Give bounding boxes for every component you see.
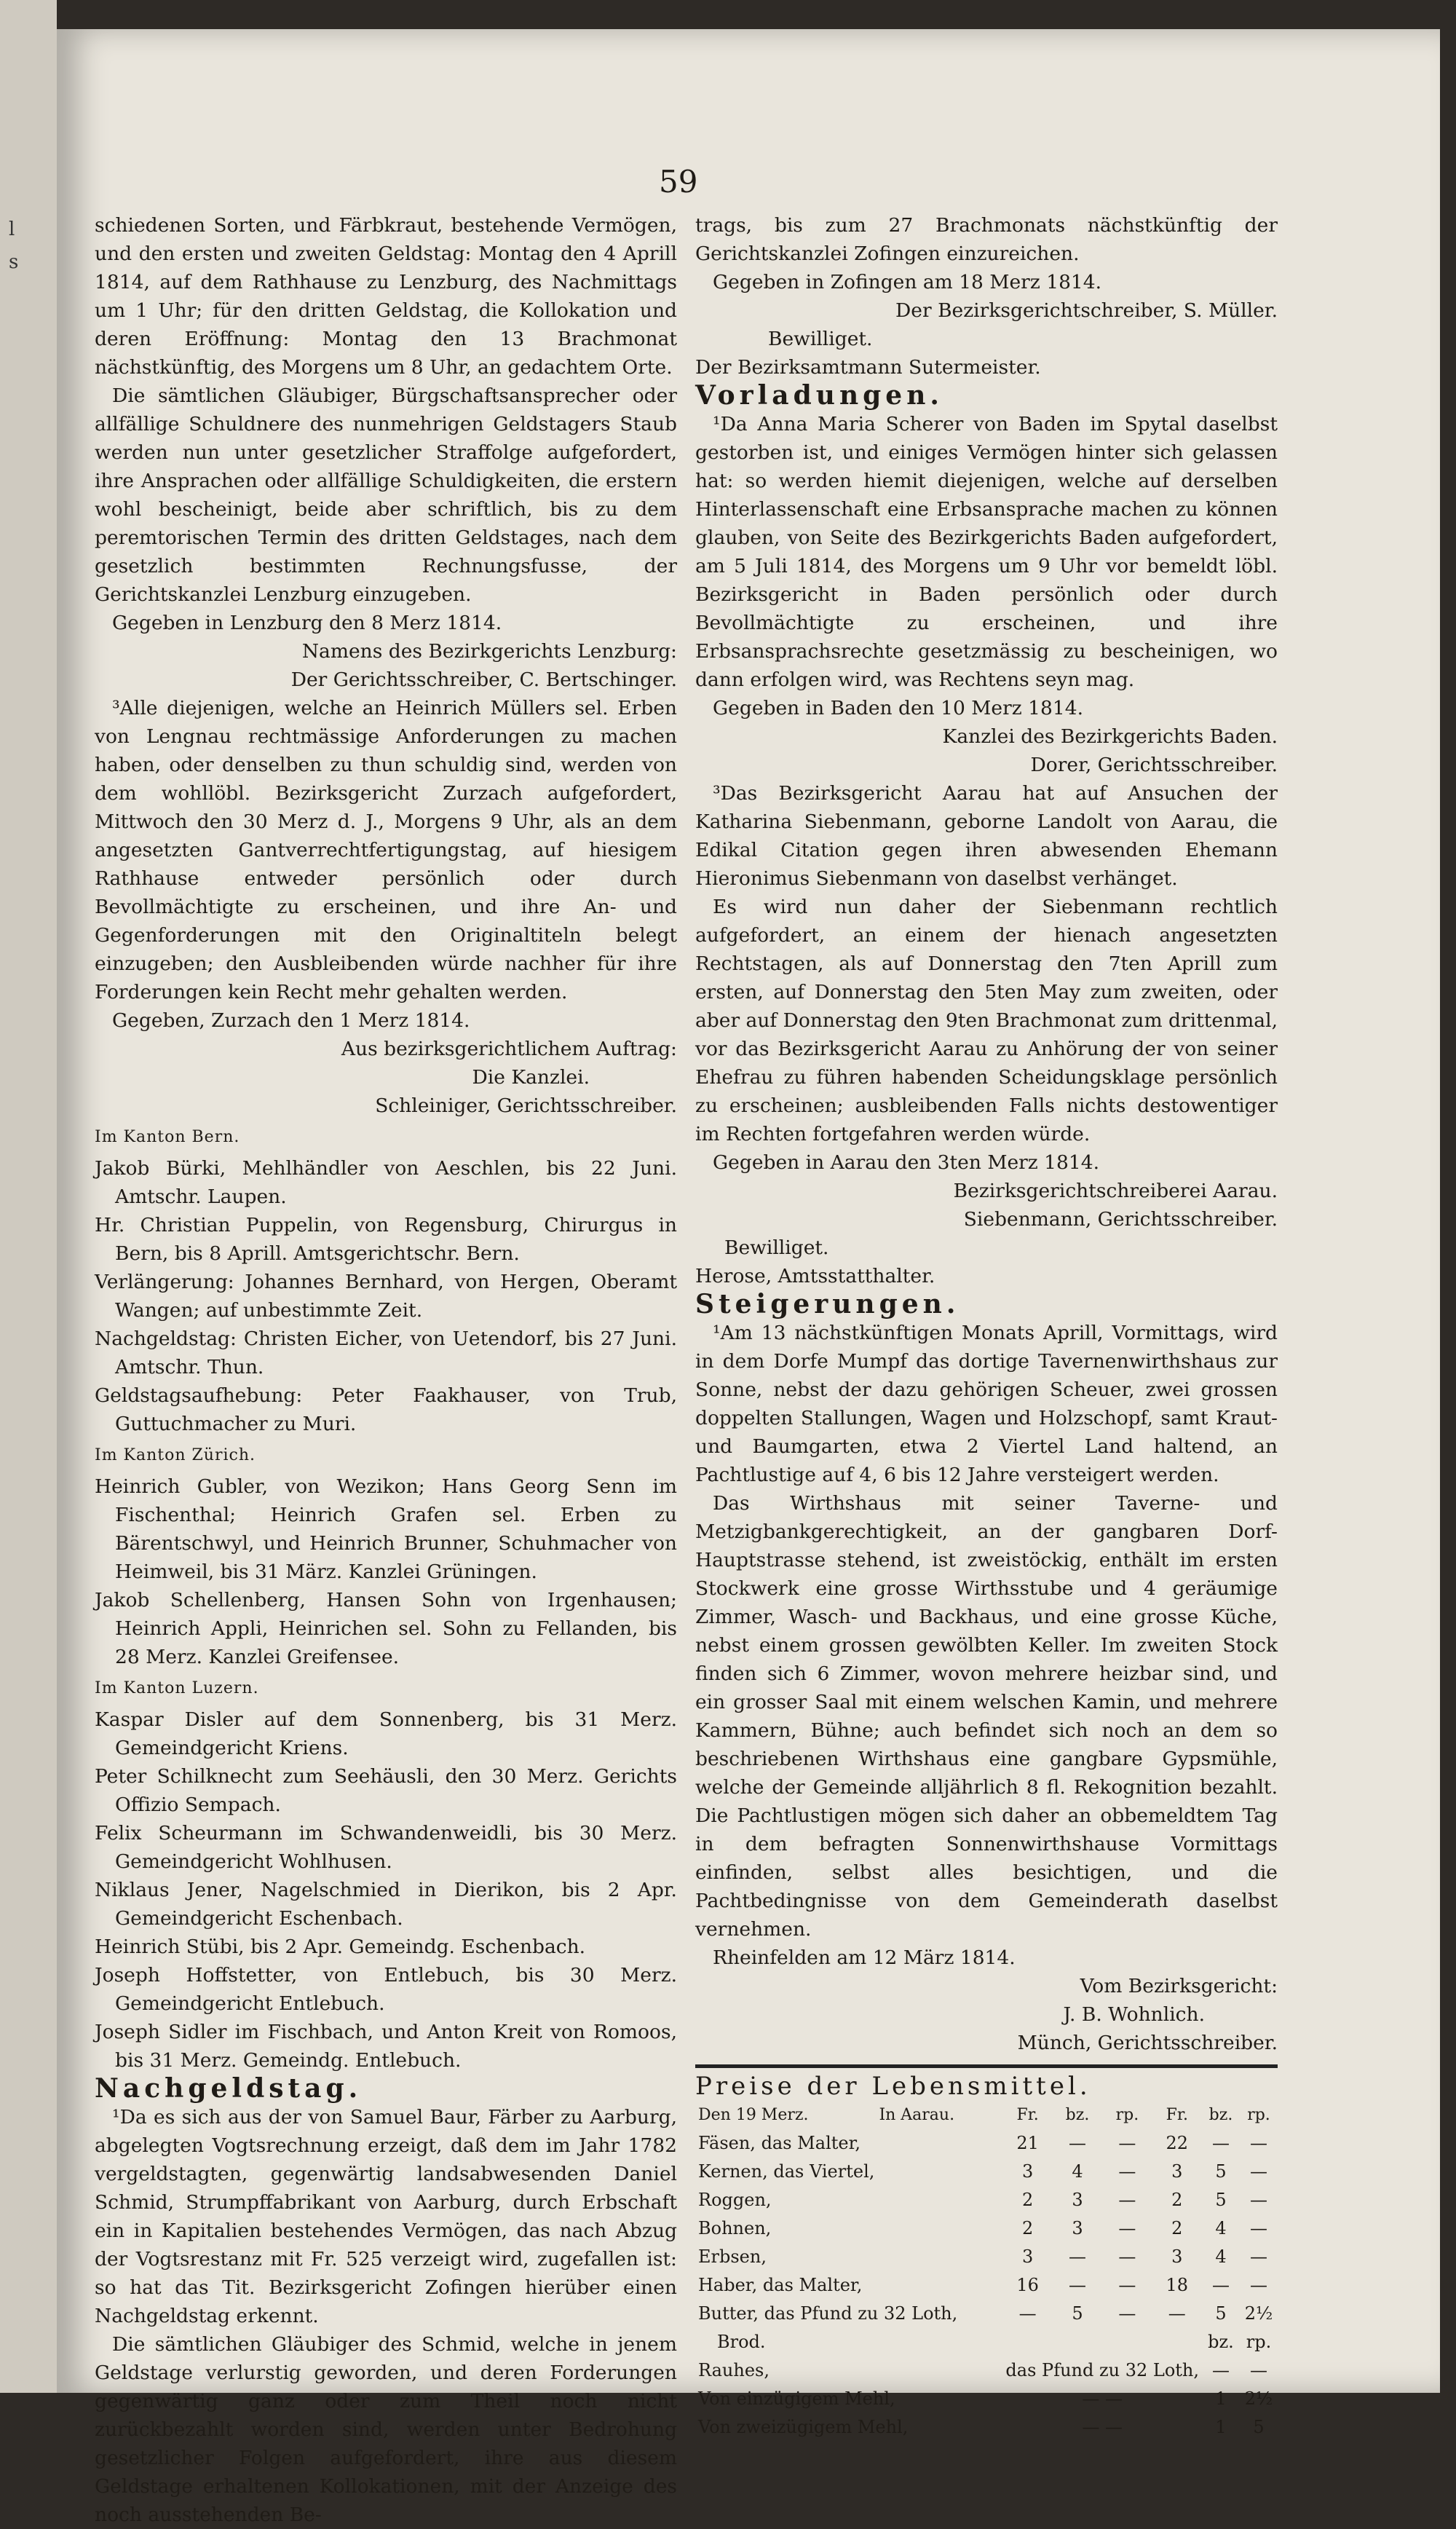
list-item: Peter Schilknecht zum Seehäusli, den 30 Merz. Gerichts Offizio Sempach. bbox=[95, 1765, 677, 1816]
approval-line: Bewilliget. bbox=[724, 1236, 829, 1259]
brod-row bbox=[695, 2356, 1278, 2385]
paragraph: ¹Am 13 nächstkünftigen Monats Aprill, Vormittags, wird in dem Dorfe Mumpf das dortige Tavernenwirthshaus zur Sonne, nebst der dazu gehörigen Scheuer, zwei grossen doppelten Stallungen, Wagen und Holzschopf, samt Kraut- und Baumgarten, etwa 2 Viertel Land haltend, an Pachtlustige auf 4, 6 bis 12 Jahre versteigert werden. bbox=[695, 1322, 1278, 1486]
section-heading: Nachgeldstag. bbox=[95, 2073, 363, 2104]
date-line: Gegeben in Aarau den 3ten Merz 1814. bbox=[713, 1151, 1100, 1174]
list-item: Verlängerung: Johannes Bernhard, von Hergen, Oberamt Wangen; auf unbestimmte Zeit. bbox=[95, 1271, 677, 1322]
signature-line: Münch, Gerichtsschreiber. bbox=[1017, 2032, 1278, 2054]
price-value: 2 bbox=[1021, 2218, 1034, 2238]
price-item: Butter, das Pfund zu 32 Loth, bbox=[698, 2303, 958, 2324]
paragraph: ¹Da es sich aus der von Samuel Baur, Färber zu Aarburg, abgelegten Vogtsrechnung erzeigt, daß dem im Jahr 1782 vergeldstagten, gegenwärtig landsabwesenden Daniel Schmid, Strumpffabrikant von Aarburg, durch Erbschaft ein in Kapitalien bestehendes Vermögen, das nach Abzug der Vogtsrestanz mit Fr. 525 verzeigt wird, zugefallen ist: so hat das Tit. Bezirksgericht Zofingen hierüber einen Nachgeldstag erkennt. bbox=[95, 2106, 677, 2327]
list-item: Geldstagsaufhebung: Peter Faakhauser, von Trub, Guttuchmacher zu Muri. bbox=[95, 1384, 677, 1435]
price-value: — bbox=[1250, 2218, 1267, 2238]
list-item: Joseph Sidler im Fischbach, und Anton Kreit von Romoos, bis 31 Merz. Gemeindg. Entlebuch. bbox=[95, 2021, 677, 2072]
unit-header: rp. bbox=[1246, 2332, 1272, 2352]
price-value: — bbox=[1118, 2190, 1136, 2210]
price-value: 18 bbox=[1166, 2275, 1189, 2295]
price-value: 5 bbox=[1215, 2190, 1227, 2210]
paragraph: ¹Da Anna Maria Scherer von Baden im Spytal daselbst gestorben ist, und einiges Vermögen hinter sich gelassen hat: so werden hiemit diejenigen, welche auf derselben Hinterlassenschaft eine Erbsansprache machen zu können glauben, von Seite des Bezirkgerichts Baden aufgefordert, am 5 Juli 1814, des Morgens um 9 Uhr vor bemeldt löbl. Bezirksgericht in Baden persönlich oder durch Bevollmächtigte zu erscheinen, und ihre Erbsansprachsrechte gesetzmässig zu bescheinigen, wo dann erfolgen wird, was Rechtens seyn mag. bbox=[695, 413, 1278, 691]
list-item: Niklaus Jener, Nagelschmied in Dierikon, bis 2 Apr. Gemeindgericht Eschenbach. bbox=[95, 1879, 677, 1930]
brod-item: Rauhes, bbox=[698, 2360, 769, 2380]
price-value: — bbox=[1212, 2133, 1230, 2153]
brod-item: Von einzügigem Mehl, bbox=[698, 2388, 895, 2409]
price-item: Kernen, das Viertel, bbox=[698, 2161, 875, 2182]
page-number: 59 bbox=[659, 164, 698, 200]
signature-line: Der Bezirksamtmann Sutermeister. bbox=[695, 356, 1041, 379]
list-item: Felix Scheurmann im Schwandenweidli, bis 30 Merz. Gemeindgericht Wohlhusen. bbox=[95, 1822, 677, 1873]
price-item: Erbsen, bbox=[698, 2246, 767, 2267]
signature-line: Der Bezirksgerichtschreiber, S. Müller. bbox=[895, 299, 1278, 322]
paragraph: Die sämtlichen Gläubiger, Bürgschaftsansprecher oder allfällige Schuldnere des nunmehrigen Geldstagers Staub werden nun unter gesetzlicher Straffolge aufgefordert, ihre Ansprachen oder allfällige Schuldigkeiten, die erstern wohl bescheinigt, beide aber schriftlich, bis zu dem peremtorischen Termin des dritten Geldstages, nach dem gesetzlich bestimmten Rechnungsfusse, der Gerichtskanzlei Lenzburg einzugeben. bbox=[95, 384, 677, 606]
paragraph: ³Alle diejenigen, welche an Heinrich Müllers sel. Erben von Lengnau rechtmässige Anforderungen zu machen haben, oder denselben zu thun schuldig sind, werden von dem wohllöbl. Bezirksgericht Zurzach aufgefordert, Mittwoch den 30 Merz d. J., Morgens 9 Uhr, als an dem angesetzten Gantverrechtfertigungstag, auf hiesigem Rathhause entweder persönlich oder durch Bevollmächtigte zu erscheinen, und ihre An- und Gegenforderungen mit den Originaltiteln belegt einzugeben; den Ausbleibenden würde nachher für ihre Forderungen kein Recht mehr gehalten werden. bbox=[95, 697, 677, 1003]
paragraph: trags, bis zum 27 Brachmonats nächstkünftig der Gerichtskanzlei Zofingen einzureichen. bbox=[695, 214, 1278, 265]
divider bbox=[695, 2064, 1278, 2068]
price-value: 2 bbox=[1171, 2190, 1183, 2210]
price-value: 22 bbox=[1166, 2133, 1189, 2153]
edge-fragment: s bbox=[9, 251, 19, 273]
price-value: 2½ bbox=[1244, 2303, 1273, 2324]
brod-value: 5 bbox=[1253, 2417, 1265, 2437]
signature-line: J. B. Wohnlich. bbox=[1063, 2003, 1205, 2026]
brod-item: Von zweizügigem Mehl, bbox=[698, 2417, 909, 2437]
price-value: — bbox=[1168, 2303, 1186, 2324]
price-value: 3 bbox=[1021, 2246, 1034, 2267]
brod-row bbox=[695, 2385, 1278, 2413]
signature-line: Vom Bezirksgericht: bbox=[1080, 1975, 1278, 1997]
price-value: — bbox=[1118, 2275, 1136, 2295]
date-line: Gegeben in Baden den 10 Merz 1814. bbox=[713, 697, 1084, 719]
brod-unit: — — bbox=[1082, 2417, 1123, 2437]
brod-value: — bbox=[1250, 2360, 1267, 2380]
price-value: 4 bbox=[1215, 2218, 1227, 2238]
signature-line: Kanzlei des Bezirkgerichts Baden. bbox=[942, 725, 1278, 748]
price-row bbox=[695, 2158, 1278, 2186]
section-subheading: Im Kanton Luzern. bbox=[95, 1679, 259, 1697]
unit-header: bz. bbox=[1208, 2106, 1233, 2124]
list-item: Heinrich Stübi, bis 2 Apr. Gemeindg. Eschenbach. bbox=[95, 1936, 586, 1958]
list-item: Jakob Bürki, Mehlhändler von Aeschlen, bis 22 Juni. Amtschr. Laupen. bbox=[95, 1157, 677, 1208]
paragraph: schiedenen Sorten, und Färbkraut, bestehende Vermögen, und den ersten und zweiten Geldstag: Montag den 4 Aprill 1814, auf dem Rathhause zu Lenzburg, des Nachmittags um 1 Uhr; für den dritten Geldstag, die Kollokation und deren Eröffnung: Montag den 13 Brachmonat nächstkünftig, des Morgens um 8 Uhr, an gedachtem Orte. bbox=[95, 214, 677, 379]
price-value: 3 bbox=[1021, 2161, 1034, 2182]
price-value: — bbox=[1212, 2275, 1230, 2295]
price-value: 16 bbox=[1016, 2275, 1039, 2295]
price-value: 3 bbox=[1171, 2161, 1183, 2182]
brod-value: — bbox=[1212, 2360, 1230, 2380]
price-value: — bbox=[1250, 2161, 1267, 2182]
brod-unit: — — bbox=[1082, 2388, 1123, 2409]
unit-header: Fr. bbox=[1166, 2106, 1188, 2124]
list-item: Heinrich Gubler, von Wezikon; Hans Georg Senn im Fischenthal; Heinrich Grafen sel. Erben zu Bärentschwyl, und Heinrich Brunner, Schuhmacher von Heimweil, bis 31 März. Kanzlei Grüningen. bbox=[95, 1475, 677, 1583]
unit-header: Fr. bbox=[1016, 2106, 1039, 2124]
unit-header: bz. bbox=[1065, 2106, 1090, 2124]
price-value: — bbox=[1118, 2133, 1136, 2153]
date-line: Gegeben in Zofingen am 18 Merz 1814. bbox=[713, 271, 1102, 293]
unit-header: rp. bbox=[1115, 2106, 1139, 2124]
price-value: — bbox=[1250, 2190, 1267, 2210]
signature-line: Dorer, Gerichtsschreiber. bbox=[1030, 754, 1278, 776]
signature-line: Siebenmann, Gerichtsschreiber. bbox=[963, 1208, 1278, 1231]
price-value: 4 bbox=[1215, 2246, 1227, 2267]
date-label: Den 19 Merz. bbox=[698, 2106, 809, 2124]
price-value: — bbox=[1250, 2275, 1267, 2295]
brod-unit: das Pfund zu 32 Loth, bbox=[1005, 2360, 1199, 2380]
price-value: — bbox=[1118, 2303, 1136, 2324]
price-value: — bbox=[1069, 2246, 1086, 2267]
price-value: 2 bbox=[1171, 2218, 1183, 2238]
right-column bbox=[695, 211, 1278, 2442]
brod-value: 2½ bbox=[1244, 2388, 1273, 2409]
price-value: 2 bbox=[1021, 2190, 1034, 2210]
brod-value: 1 bbox=[1215, 2417, 1227, 2437]
price-value: — bbox=[1118, 2246, 1136, 2267]
approval-line: Bewilliget. bbox=[768, 328, 873, 350]
price-value: 5 bbox=[1215, 2161, 1227, 2182]
price-table bbox=[695, 2101, 1278, 2442]
price-item: Roggen, bbox=[698, 2190, 772, 2210]
price-item: Fäsen, das Malter, bbox=[698, 2133, 861, 2153]
signature-line: Herose, Amtsstatthalter. bbox=[695, 1265, 935, 1287]
adjacent-page-edge bbox=[0, 0, 57, 2393]
signature-line: Schleiniger, Gerichtsschreiber. bbox=[375, 1094, 677, 1117]
unit-header: rp. bbox=[1247, 2106, 1270, 2124]
edge-fragment: l bbox=[9, 218, 15, 240]
section-subheading: Im Kanton Zürich. bbox=[95, 1446, 256, 1464]
unit-header: bz. bbox=[1208, 2332, 1234, 2352]
signature-line: Bezirksgerichtschreiberei Aarau. bbox=[953, 1180, 1278, 1202]
price-value: 21 bbox=[1016, 2133, 1039, 2153]
list-item: Hr. Christian Puppelin, von Regensburg, Chirurgus in Bern, bis 8 Aprill. Amtsgerichtschr. Bern. bbox=[95, 1214, 677, 1265]
brod-label: Brod. bbox=[717, 2332, 766, 2352]
price-value: 5 bbox=[1215, 2303, 1227, 2324]
price-row bbox=[695, 2129, 1278, 2158]
brod-value: 1 bbox=[1215, 2388, 1227, 2409]
signature-line: Aus bezirksgerichtlichem Auftrag: bbox=[341, 1038, 677, 1060]
date-line: Gegeben, Zurzach den 1 Merz 1814. bbox=[112, 1009, 470, 1032]
price-row bbox=[695, 2214, 1278, 2243]
price-row bbox=[695, 2186, 1278, 2214]
signature-line: Der Gerichtsschreiber, C. Bertschinger. bbox=[290, 668, 677, 691]
price-value: — bbox=[1018, 2303, 1037, 2324]
paragraph: ³Das Bezirksgericht Aarau hat auf Ansuchen der Katharina Siebenmann, geborne Landolt von Aarau, die Edikal Citation gegen ihren abwesenden Ehemann Hieronimus Siebenmann von daselbst verhänget. bbox=[695, 782, 1278, 890]
price-value: 5 bbox=[1072, 2303, 1083, 2324]
price-value: 3 bbox=[1171, 2246, 1183, 2267]
price-table-header bbox=[695, 2101, 1278, 2129]
list-item: Jakob Schellenberg, Hansen Sohn von Irgenhausen; Heinrich Appli, Heinrichen sel. Sohn zu Fellanden, bis 28 Merz. Kanzlei Greifensee. bbox=[95, 1589, 677, 1668]
date-line: Gegeben in Lenzburg den 8 Merz 1814. bbox=[112, 612, 502, 634]
date-line: Rheinfelden am 12 März 1814. bbox=[713, 1946, 1016, 1969]
price-table-title: Preise der Lebensmittel. bbox=[695, 2072, 1091, 2101]
price-row bbox=[695, 2271, 1278, 2300]
price-value: 3 bbox=[1072, 2218, 1083, 2238]
price-value: — bbox=[1118, 2161, 1136, 2182]
paragraph: Die sämtlichen Gläubiger des Schmid, welche in jenem Geldstage verlurstig geworden, und deren Forderungen gegenwärtig ganz oder zum Theil noch nicht zurückbezahlt worden sind, werden unter Bedrohung gesetzlicher Folgen aufgefordert, ihre aus diesem Geldstage erhaltenen Kollokationen, mit der Anzeige des noch ausstehenden Be- bbox=[95, 2333, 677, 2526]
price-item: Bohnen, bbox=[698, 2218, 772, 2238]
list-item: Nachgeldstag: Christen Eicher, von Uetendorf, bis 27 Juni. Amtschr. Thun. bbox=[95, 1327, 677, 1378]
section-subheading: Im Kanton Bern. bbox=[95, 1128, 240, 1146]
list-item: Joseph Hoffstetter, von Entlebuch, bis 30 Merz. Gemeindgericht Entlebuch. bbox=[95, 1964, 677, 2015]
price-value: 4 bbox=[1072, 2161, 1083, 2182]
price-value: — bbox=[1069, 2275, 1086, 2295]
place-label: In Aarau. bbox=[879, 2106, 955, 2124]
price-value: — bbox=[1069, 2133, 1086, 2153]
price-row bbox=[695, 2243, 1278, 2271]
price-item: Haber, das Malter, bbox=[698, 2275, 863, 2295]
price-value: — bbox=[1250, 2246, 1267, 2267]
price-value: — bbox=[1118, 2218, 1136, 2238]
paragraph: Das Wirthshaus mit seiner Taverne- und Metzigbankgerechtigkeit, an der gangbaren Dorf-Hauptstrasse stehend, ist zweistöckig, enthält im ersten Stockwerk eine grosse Wirthsstube und 4 geräumige Zimmer, Wasch- und Backhaus, und eine grosse Küche, nebst einem grossen gewölbten Keller. Im zweiten Stock finden sich 6 Zimmer, wovon mehrere heizbar sind, und ein grosser Saal mit einem welschen Kamin, und mehrere Kammern, Bühne; auch befindet sich noch an dem so beschriebenen Wirthshaus eine gangbare Gypsmühle, welche der Gemeinde alljährlich 8 fl. Rekognition bezahlt. Die Pachtlustigen mögen sich daher an obbemeldtem Tag in dem befragten Sonnenwirthshause Vormittags einfinden, selbst alles besichtigen, und die Pachtbedingnisse von dem Gemeinderath daselbst vernehmen. bbox=[695, 1492, 1278, 1941]
signature-line: Die Kanzlei. bbox=[472, 1066, 590, 1089]
brod-row bbox=[695, 2413, 1278, 2442]
price-value: — bbox=[1250, 2133, 1267, 2153]
section-heading: Steigerungen. bbox=[695, 1289, 960, 1319]
signature-line: Namens des Bezirkgerichts Lenzburg: bbox=[301, 640, 677, 663]
section-heading: Vorladungen. bbox=[695, 380, 943, 411]
list-item: Kaspar Disler auf dem Sonnenberg, bis 31 Merz. Gemeindgericht Kriens. bbox=[95, 1708, 677, 1759]
left-column bbox=[95, 211, 677, 2529]
price-value: 3 bbox=[1072, 2190, 1083, 2210]
price-row bbox=[695, 2300, 1278, 2328]
brod-header bbox=[695, 2328, 1278, 2356]
paragraph: Es wird nun daher der Siebenmann rechtlich aufgefordert, an einem der hienach angesetzten Rechtstagen, als auf Donnerstag den 7ten Aprill zum ersten, auf Donnerstag den 5ten May zum zweiten, oder aber auf Donnerstag den 9ten Brachmonat zum drittenmal, vor das Bezirksgericht Aarau zu Anhörung der von seiner Ehefrau zu führen habenden Scheidungsklage persönlich zu erscheinen; ausbleibenden Falls nichts destowentiger im Rechten fortgefahren werden würde. bbox=[695, 896, 1278, 1145]
